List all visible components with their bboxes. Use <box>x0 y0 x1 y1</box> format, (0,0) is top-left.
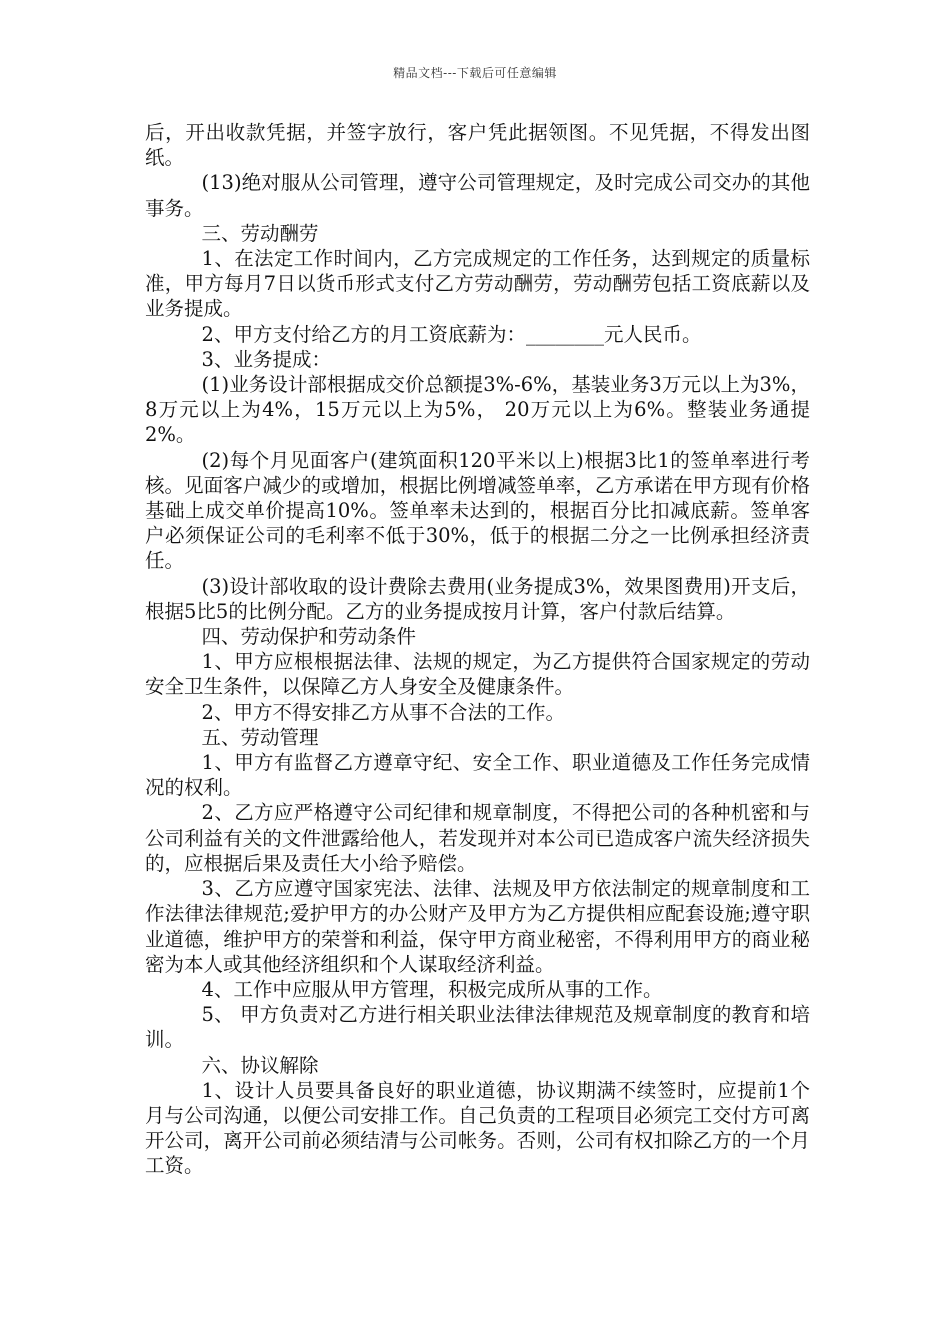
paragraph: 2、甲方支付给乙方的月工资底薪为：________元人民币。 <box>201 322 702 346</box>
section-heading: 五、劳动管理 <box>201 725 319 749</box>
paragraph: 后，开出收款凭据，并签字放行，客户凭此据领图。不见凭据，不得发出图纸。 <box>145 121 810 170</box>
paragraph: (2)每个月见面客户(建筑面积120平米以上)根据3比1的签单率进行考核。见面客户减少的或增加，根据比例增减签单率，乙方承诺在甲方现有价格基础上成交单价提高10%。签单率未达到的，根据百分比扣减底薪。签单客户必须保证公司的毛利率不低于30%，低于的根据二分之一比例承担经济责任。 <box>145 448 810 573</box>
paragraph: 1、甲方应根根据法律、法规的规定，为乙方提供符合国家规定的劳动安全卫生条件，以保障乙方人身安全及健康条件。 <box>145 650 810 699</box>
paragraph: 2、乙方应严格遵守公司纪律和规章制度，不得把公司的各种机密和与公司利益有关的文件泄露给他人，若发现并对本公司已造成客户流失经济损失的，应根据后果及责任大小给予赔偿。 <box>145 801 810 875</box>
page-header: 精品文档---下载后可任意编辑 <box>393 66 557 80</box>
paragraph: 1、设计人员要具备良好的职业道德，协议期满不续签时，应提前1个月与公司沟通，以便公司安排工作。自己负责的工程项目必须完工交付方可离开公司，离开公司前必须结清与公司帐务。否则，公司有权扣除乙方的一个月工资。 <box>145 1078 810 1178</box>
paragraph: (13)绝对服从公司管理，遵守公司管理规定，及时完成公司交办的其他事务。 <box>145 171 810 220</box>
paragraph: (3)设计部收取的设计费除去费用(业务提成3%，效果图费用)开支后，根据5比5的比例分配。乙方的业务提成按月计算，客户付款后结算。 <box>145 574 810 623</box>
section-heading: 三、劳动酬劳 <box>201 221 319 245</box>
paragraph: 1、甲方有监督乙方遵章守纪、安全工作、职业道德及工作任务完成情况的权利。 <box>145 751 810 800</box>
paragraph: (1)业务设计部根据成交价总额提3%-6%，基装业务3万元以上为3%，8万元以上为4%，15万元以上为5%， 20万元以上为6%。整装业务通提2%。 <box>145 373 810 447</box>
section-heading: 四、劳动保护和劳动条件 <box>201 625 417 649</box>
paragraph: 3、乙方应遵守国家宪法、法律、法规及甲方依法制定的规章制度和工作法律法律规范;爱护甲方的办公财产及甲方为乙方提供相应配套设施;遵守职业道德，维护甲方的荣誉和利益，保守甲方商业秘密，不得利用甲方的商业秘密为本人或其他经济组织和个人谋取经济利益。 <box>145 877 810 976</box>
document-body <box>145 120 810 1179</box>
paragraph: 4、工作中应服从甲方管理，积极完成所从事的工作。 <box>201 977 663 1001</box>
paragraph: 1、在法定工作时间内，乙方完成规定的工作任务，达到规定的质量标准，甲方每月7日以货币形式支付乙方劳动酬劳，劳动酬劳包括工资底薪以及业务提成。 <box>145 247 810 321</box>
paragraph: 3、业务提成： <box>201 347 331 371</box>
section-heading: 六、协议解除 <box>201 1053 319 1077</box>
paragraph: 5、 甲方负责对乙方进行相关职业法律法律规范及规章制度的教育和培训。 <box>145 1003 810 1052</box>
paragraph: 2、甲方不得安排乙方从事不合法的工作。 <box>201 700 565 724</box>
